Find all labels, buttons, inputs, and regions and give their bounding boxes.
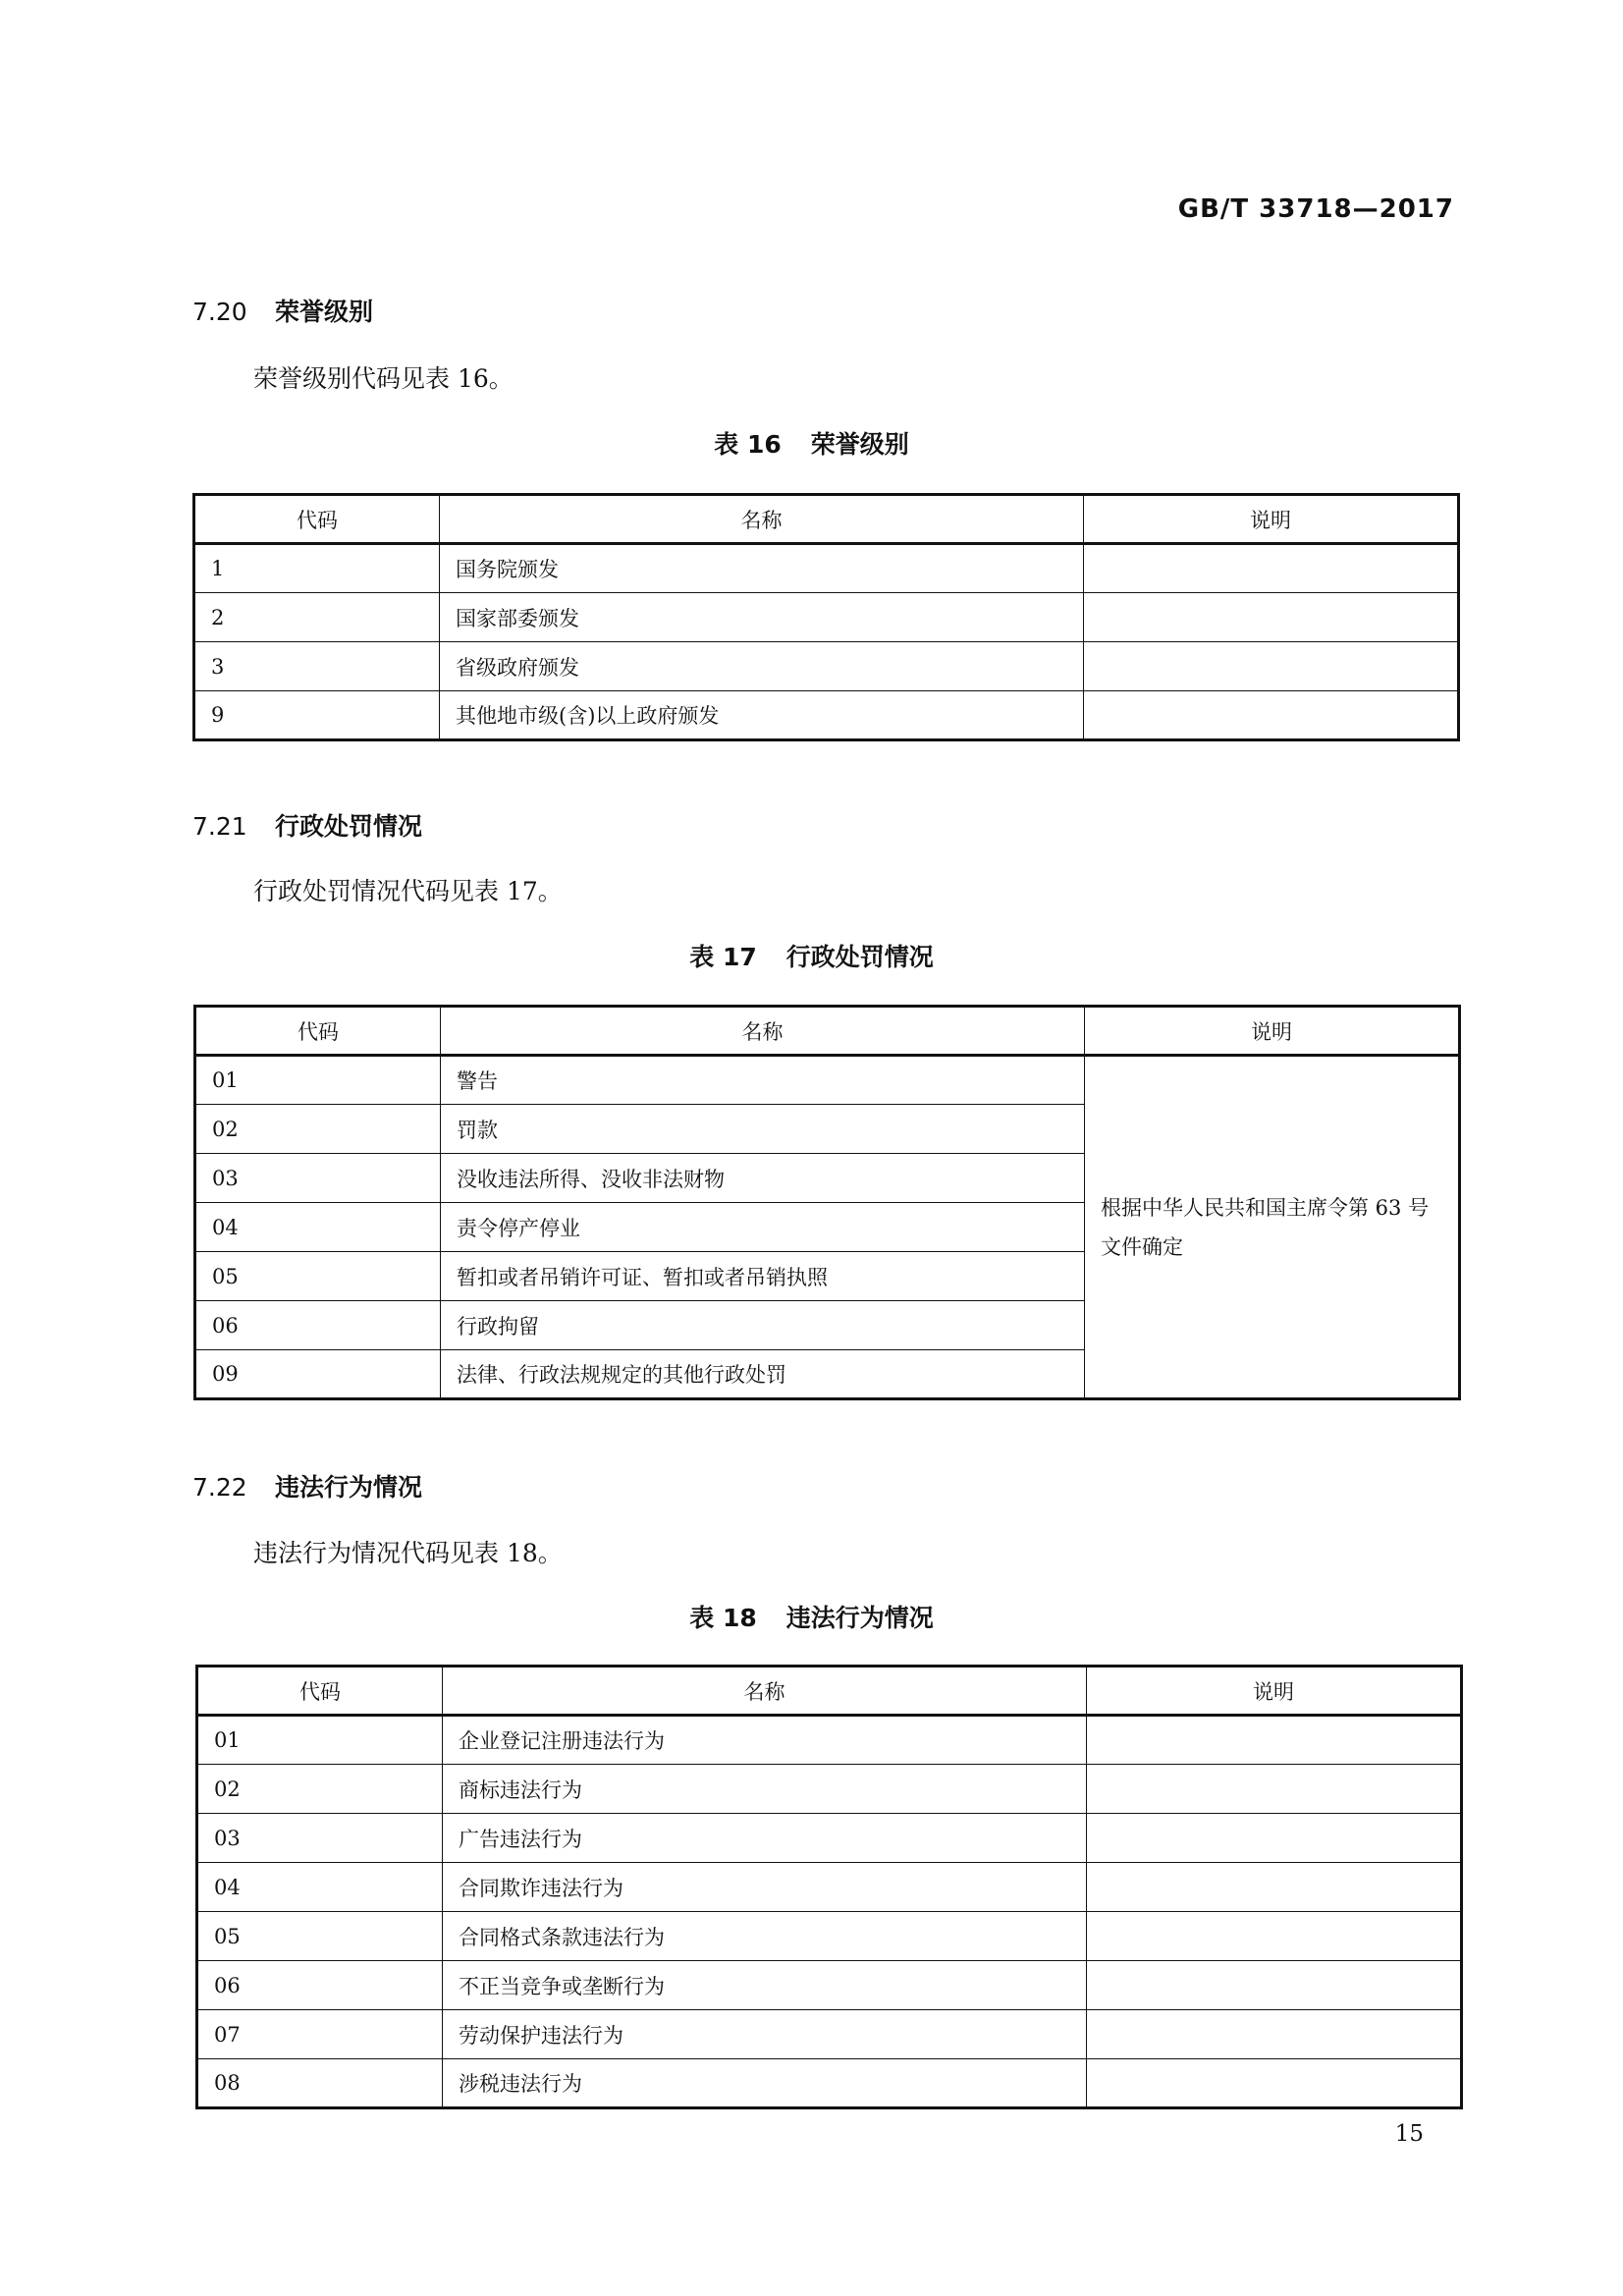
- cell-note: [1087, 2059, 1462, 2108]
- table-label: 表 17: [689, 943, 757, 971]
- cell-name: 罚款: [441, 1105, 1085, 1154]
- cell-note: [1084, 593, 1459, 642]
- cell-code: 1: [194, 544, 440, 593]
- table-header-row: [194, 495, 1459, 544]
- cell-name: 企业登记注册违法行为: [443, 1716, 1087, 1765]
- table-16: [192, 493, 1460, 741]
- cell-code: 04: [197, 1863, 443, 1912]
- cell-code: 04: [195, 1203, 441, 1252]
- cell-code: 05: [197, 1912, 443, 1961]
- table-title: 违法行为情况: [785, 1604, 934, 1632]
- column-header-note: 说明: [1087, 1667, 1462, 1716]
- cell-name: 暂扣或者吊销许可证、暂扣或者吊销执照: [441, 1252, 1085, 1301]
- table-caption-17: [0, 938, 1623, 973]
- cell-name: 省级政府颁发: [440, 642, 1084, 691]
- cell-code: 09: [195, 1350, 441, 1399]
- section-heading-7-21: [192, 807, 422, 843]
- table-row: [195, 1056, 1460, 1105]
- cell-name: 警告: [441, 1056, 1085, 1105]
- column-header-code: 代码: [195, 1007, 441, 1056]
- section-title: 违法行为情况: [275, 1473, 423, 1502]
- table-row: [194, 544, 1459, 593]
- table-header-row: [197, 1667, 1462, 1716]
- cell-name: 国务院颁发: [440, 544, 1084, 593]
- table-row: [197, 1716, 1462, 1765]
- section-intro: 行政处罚情况代码见表 17。: [253, 877, 563, 905]
- cell-name: 行政拘留: [441, 1301, 1085, 1350]
- section-intro: 违法行为情况代码见表 18。: [253, 1539, 563, 1567]
- cell-code: 01: [197, 1716, 443, 1765]
- table-label: 表 16: [714, 430, 782, 459]
- table-row: [194, 642, 1459, 691]
- table-title: 荣誉级别: [810, 430, 909, 459]
- column-header-name: 名称: [440, 495, 1084, 544]
- table-row: [197, 1912, 1462, 1961]
- cell-note: [1087, 1814, 1462, 1863]
- cell-code: 03: [197, 1814, 443, 1863]
- cell-code: 02: [197, 1765, 443, 1814]
- cell-name: 合同格式条款违法行为: [443, 1912, 1087, 1961]
- table-row: [194, 691, 1459, 740]
- cell-code: 9: [194, 691, 440, 740]
- cell-name: 国家部委颁发: [440, 593, 1084, 642]
- cell-code: 07: [197, 2010, 443, 2059]
- cell-note: [1084, 642, 1459, 691]
- section-heading-7-22: [192, 1468, 422, 1503]
- section-title: 荣誉级别: [275, 298, 374, 326]
- cell-name: 不正当竞争或垄断行为: [443, 1961, 1087, 2010]
- section-heading-7-20: [192, 293, 373, 328]
- cell-note: [1084, 544, 1459, 593]
- cell-name: 没收违法所得、没收非法财物: [441, 1154, 1085, 1203]
- cell-note: [1087, 1716, 1462, 1765]
- table-row: [197, 1765, 1462, 1814]
- cell-note-merged: 根据中华人民共和国主席令第 63 号文件确定: [1085, 1056, 1460, 1399]
- table-row: [197, 2010, 1462, 2059]
- cell-name: 其他地市级(含)以上政府颁发: [440, 691, 1084, 740]
- cell-name: 责令停产停业: [441, 1203, 1085, 1252]
- table-17: [193, 1005, 1461, 1400]
- section-number: 7.20: [192, 298, 247, 326]
- column-header-name: 名称: [441, 1007, 1085, 1056]
- column-header-code: 代码: [197, 1667, 443, 1716]
- column-header-name: 名称: [443, 1667, 1087, 1716]
- cell-note: [1084, 691, 1459, 740]
- table-header-row: [195, 1007, 1460, 1056]
- cell-name: 劳动保护违法行为: [443, 2010, 1087, 2059]
- cell-code: 01: [195, 1056, 441, 1105]
- cell-code: 05: [195, 1252, 441, 1301]
- cell-code: 3: [194, 642, 440, 691]
- table-18: [195, 1665, 1463, 2109]
- cell-code: 06: [195, 1301, 441, 1350]
- cell-name: 广告违法行为: [443, 1814, 1087, 1863]
- section-intro: 荣誉级别代码见表 16。: [253, 364, 514, 393]
- column-header-note: 说明: [1084, 495, 1459, 544]
- page-number: 15: [1394, 2121, 1424, 2147]
- cell-note: [1087, 1912, 1462, 1961]
- cell-note: [1087, 1863, 1462, 1912]
- table-caption-18: [0, 1599, 1623, 1634]
- section-number: 7.22: [192, 1473, 247, 1502]
- cell-name: 涉税违法行为: [443, 2059, 1087, 2108]
- cell-note: [1087, 1961, 1462, 2010]
- cell-note: [1087, 1765, 1462, 1814]
- section-number: 7.21: [192, 812, 247, 841]
- table-row: [197, 1961, 1462, 2010]
- table-title: 行政处罚情况: [785, 943, 934, 971]
- cell-note: [1087, 2010, 1462, 2059]
- section-title: 行政处罚情况: [275, 812, 423, 841]
- cell-name: 商标违法行为: [443, 1765, 1087, 1814]
- table-caption-16: [0, 425, 1623, 461]
- column-header-note: 说明: [1085, 1007, 1460, 1056]
- column-header-code: 代码: [194, 495, 440, 544]
- table-row: [197, 1814, 1462, 1863]
- standard-code: GB/T 33718—2017: [1177, 194, 1454, 224]
- cell-name: 法律、行政法规规定的其他行政处罚: [441, 1350, 1085, 1399]
- table-label: 表 18: [689, 1604, 757, 1632]
- cell-code: 02: [195, 1105, 441, 1154]
- cell-code: 08: [197, 2059, 443, 2108]
- cell-code: 03: [195, 1154, 441, 1203]
- cell-name: 合同欺诈违法行为: [443, 1863, 1087, 1912]
- table-row: [197, 1863, 1462, 1912]
- cell-code: 2: [194, 593, 440, 642]
- cell-code: 06: [197, 1961, 443, 2010]
- table-row: [194, 593, 1459, 642]
- table-row: [197, 2059, 1462, 2108]
